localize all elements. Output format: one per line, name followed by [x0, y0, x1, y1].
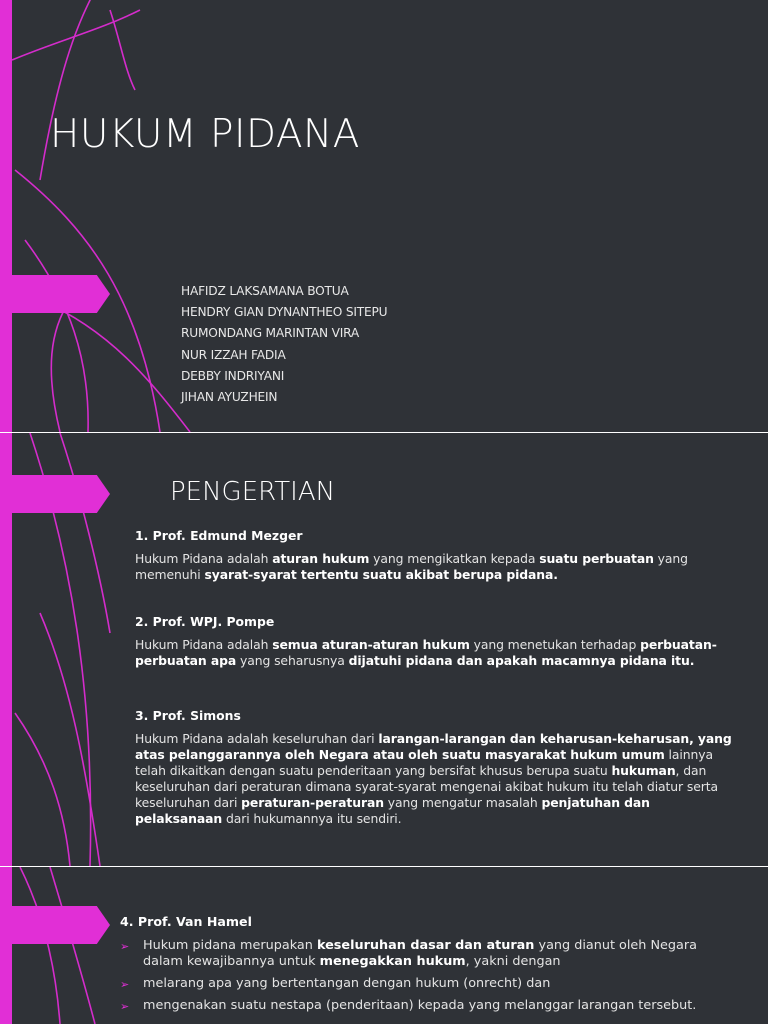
author-name: RUMONDANG MARINTAN VIRA [181, 326, 360, 341]
definition-heading: 2. Prof. WPJ. Pompe [135, 614, 275, 629]
arrow-right-icon: ➢ [120, 940, 130, 953]
author-name: DEBBY INDRIYANI [181, 368, 285, 383]
presentation-title: HUKUM PIDANA [50, 112, 360, 157]
definition-mezger [135, 528, 735, 583]
author-name: JIHAN AYUZHEIN [181, 390, 278, 405]
definition-heading: 1. Prof. Edmund Mezger [135, 528, 303, 543]
title-slide [0, 0, 768, 432]
accent-arrow-tab [0, 275, 110, 313]
author-name: NUR IZZAH FADIA [181, 347, 286, 362]
definition-pompe [135, 614, 735, 669]
definition-text: Hukum Pidana adalah aturan hukum yang mengikatkan kepada suatu perbuatan yang memenuhi syarat-syarat tertentu suatu akibat berupa pidana. [135, 551, 688, 582]
definition-heading: 3. Prof. Simons [135, 708, 241, 723]
accent-arrow-tab [0, 906, 110, 944]
accent-arrow-tab [0, 475, 110, 513]
author-name: HENDRY GIAN DYNANTHEO SITEPU [181, 305, 388, 320]
definition-text: Hukum Pidana adalah keseluruhan dari larangan-larangan dan keharusan-keharusan, yang atas pelanggarannya oleh Negara atau oleh suatu masyarakat hukum umum lainnya telah dikaitkan dengan suatu penderitaan yang bersifat khusus berupa suatu hukuman, dan keseluruhan dari peraturan dimana syarat-syarat mengenai akibat hukum itu telah diatur serta keseluruhan dari peraturan-peraturan yang mengatur masalah penjatuhan dan pelaksanaan dari hukumannya itu sendiri. [135, 731, 732, 826]
bullet-list [120, 938, 740, 1020]
list-item: ➢ Hukum pidana merupakan keseluruhan dasar dan aturan yang dianut oleh Negara dalam kewajibannya untuk menegakkan hukum, yakni dengan [120, 938, 697, 969]
accent-edge-bar [0, 867, 12, 1024]
arrow-right-icon: ➢ [120, 1000, 130, 1013]
definition-simons [135, 708, 735, 827]
accent-edge-bar [0, 0, 12, 432]
definition-slide [0, 433, 768, 866]
author-list [181, 281, 387, 408]
definition-heading: 4. Prof. Van Hamel [120, 914, 252, 929]
list-item: ➢ mengenakan suatu nestapa (penderitaan) kepada yang melanggar larangan tersebut. [120, 998, 697, 1013]
arrow-right-icon: ➢ [120, 978, 130, 991]
definition-text: Hukum Pidana adalah semua aturan-aturan hukum yang menetukan terhadap perbuatan-perbuatan apa yang seharusnya dijatuhi pidana dan apakah macamnya pidana itu. [135, 637, 717, 668]
author-name: HAFIDZ LAKSAMANA BOTUA [181, 284, 349, 298]
list-item: ➢ melarang apa yang bertentangan dengan hukum (onrecht) dan [120, 976, 551, 991]
section-title: PENGERTIAN [170, 477, 336, 507]
definition-slide-continued [0, 867, 768, 1024]
